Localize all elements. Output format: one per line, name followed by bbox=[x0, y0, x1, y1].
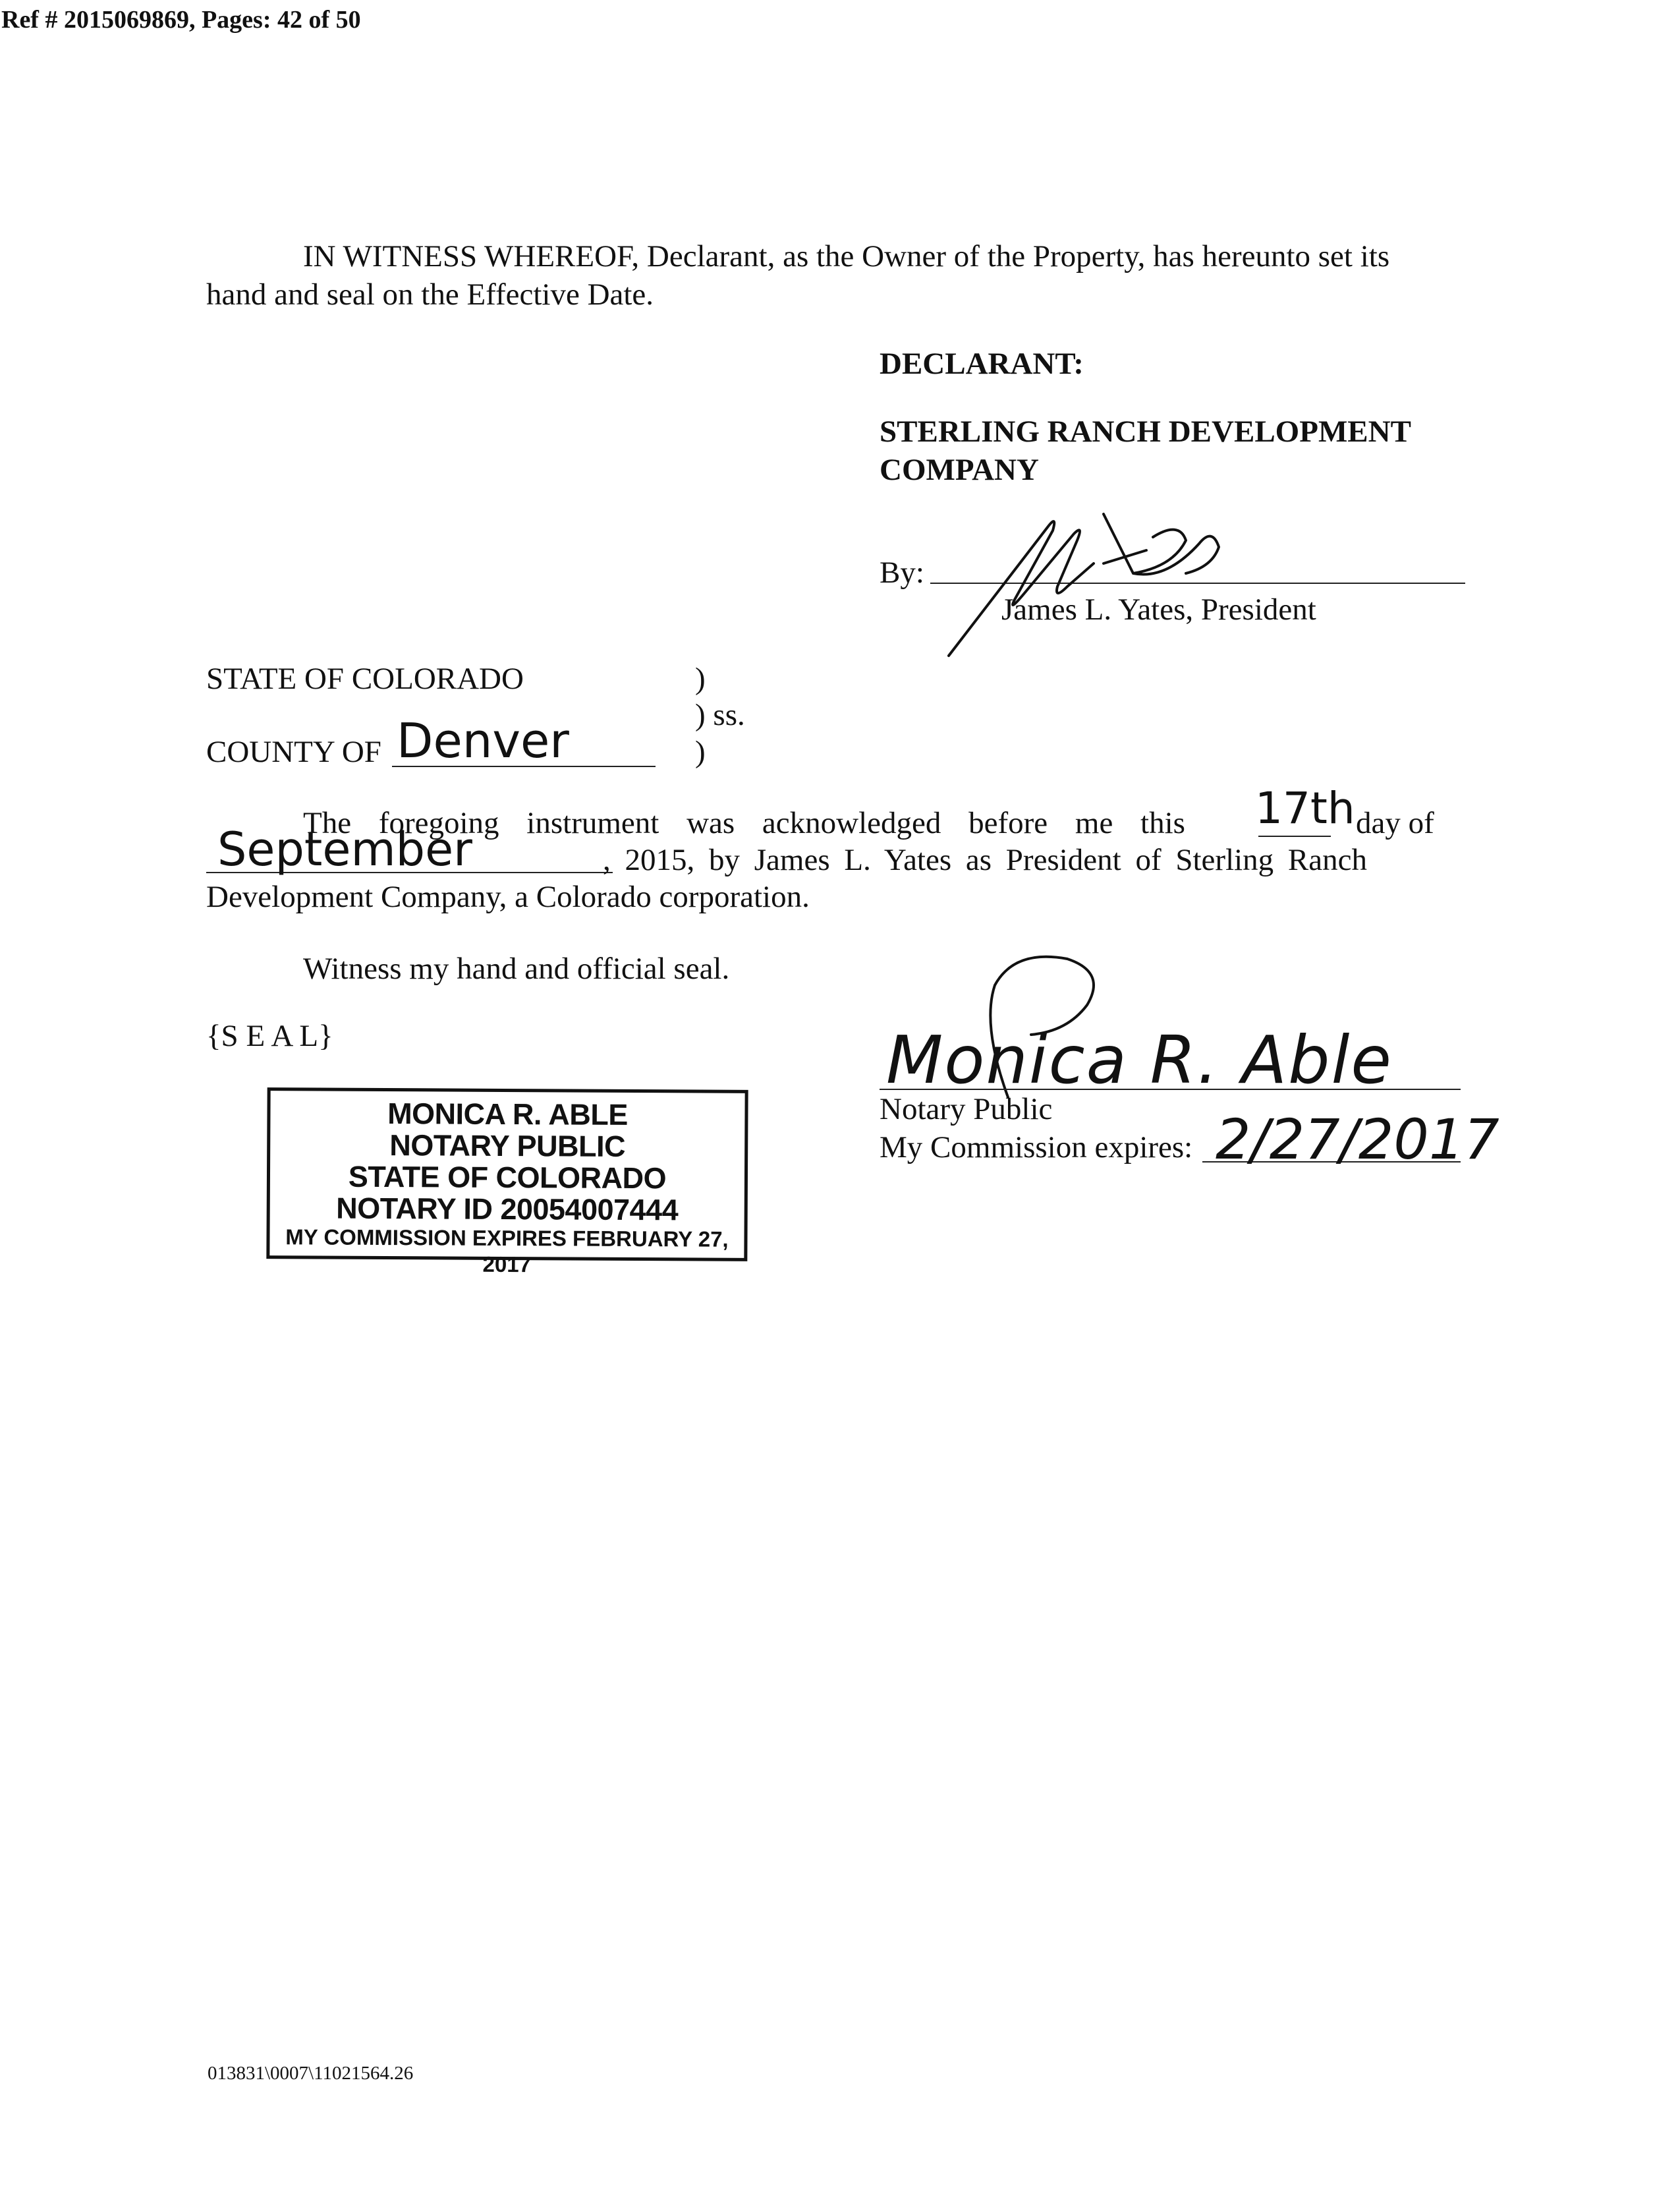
stamp-expiration: MY COMMISSION EXPIRES FEBRUARY 27, 2017 bbox=[285, 1224, 729, 1277]
county-label: COUNTY OF bbox=[206, 735, 381, 769]
venue-paren-bottom: ) bbox=[695, 735, 706, 769]
venue-ss: ) ss. bbox=[695, 698, 745, 732]
county-handwritten: Denver bbox=[397, 713, 569, 768]
acknowledgment-line1-start: The foregoing instrument was acknowledged before me this bbox=[303, 806, 1185, 840]
witness-clause-line1: IN WITNESS WHEREOF, Declarant, as the Owner of the Property, has hereunto set its bbox=[303, 239, 1390, 273]
reference-header: Ref # 2015069869, Pages: 42 of 50 bbox=[1, 6, 361, 34]
day-handwritten: 17th bbox=[1255, 783, 1355, 834]
notary-title: Notary Public bbox=[880, 1092, 1053, 1126]
day-line bbox=[1258, 836, 1331, 837]
company-name-line1: STERLING RANCH DEVELOPMENT bbox=[880, 415, 1411, 449]
acknowledgment-line1-end: day of bbox=[1356, 806, 1434, 840]
venue-paren-top: ) bbox=[695, 662, 706, 696]
stamp-notary-id: NOTARY ID 20054007444 bbox=[336, 1191, 679, 1227]
witness-clause-line2: hand and seal on the Effective Date. bbox=[206, 277, 654, 312]
notary-signature-line bbox=[880, 1089, 1461, 1090]
signer-name-title: James L. Yates, President bbox=[1001, 592, 1316, 627]
notary-signature: Monica R. Able bbox=[886, 1021, 1393, 1099]
notary-stamp bbox=[266, 1087, 748, 1277]
acknowledgment-line2: , 2015, by James L. Yates as President of Sterling Ranch bbox=[603, 843, 1368, 877]
acknowledgment-line3: Development Company, a Colorado corporation. bbox=[206, 880, 810, 914]
document-id-footer: 013831\0007\11021564.26 bbox=[208, 2063, 414, 2084]
commission-label: My Commission expires: bbox=[880, 1130, 1193, 1164]
commission-date-handwritten: 2/27/2017 bbox=[1216, 1107, 1499, 1172]
stamp-name: MONICA R. ABLE bbox=[387, 1097, 628, 1132]
month-handwritten: September bbox=[217, 822, 472, 876]
company-name-line2: COMPANY bbox=[880, 453, 1039, 487]
stamp-state: STATE OF COLORADO bbox=[348, 1159, 667, 1195]
witness-hand-text: Witness my hand and official seal. bbox=[303, 952, 730, 986]
seal-label: {S E A L} bbox=[206, 1019, 333, 1053]
declarant-heading: DECLARANT: bbox=[880, 347, 1084, 381]
state-label: STATE OF COLORADO bbox=[206, 662, 524, 696]
yates-signature bbox=[936, 501, 1304, 659]
by-label: By: bbox=[880, 556, 924, 590]
stamp-title: NOTARY PUBLIC bbox=[389, 1128, 626, 1163]
